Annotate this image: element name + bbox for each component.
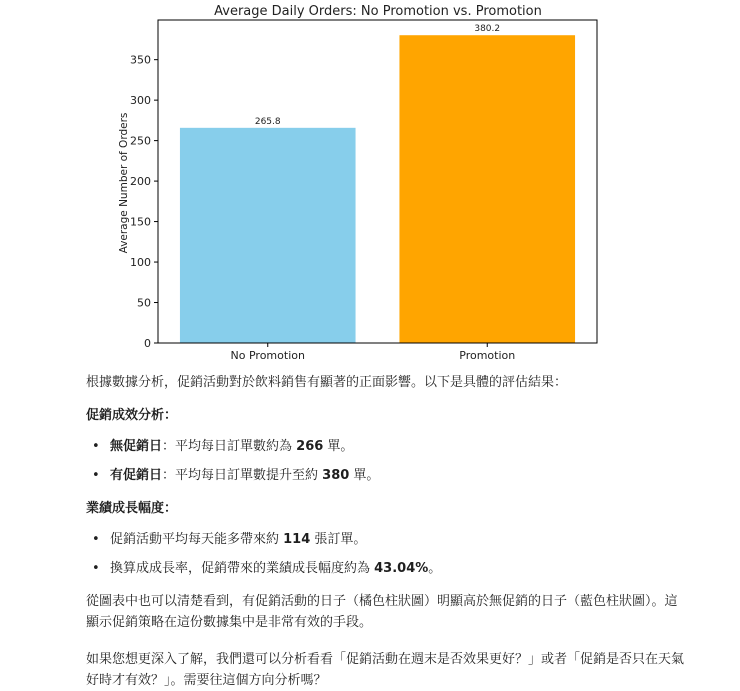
list-item [86,436,686,457]
item-label: 有促銷日 [110,468,163,483]
data-label: 380.2 [474,24,501,35]
item-text: ：平均每日訂單數約為 [162,439,297,454]
item-text: 。 [428,561,442,576]
item-text: ：平均每日訂單數提升至約 [162,468,323,483]
section-title-promo-effect: 促銷成效分析： [86,408,178,423]
y-tick-label: 250 [130,134,151,148]
y-tick-label: 0 [144,337,151,350]
y-tick-label: 200 [130,175,151,189]
growth-list [86,529,686,579]
bar [399,35,575,343]
item-value: 114 [283,532,311,547]
y-tick-label: 300 [130,94,151,108]
promo-effect-list [86,436,686,486]
item-text: 單。 [323,439,354,454]
analysis-text [86,372,686,691]
item-text: 單。 [349,468,380,483]
data-label: 265.8 [254,116,281,127]
x-tick-label: No Promotion [230,349,305,362]
intro-text: 根據數據分析，促銷活動對於飲料銷售有顯著的正面影響。以下是具體的評估結果： [86,375,568,390]
item-text: 換算成成長率，促銷帶來的業績成長幅度約為 [110,561,375,576]
bars-group [180,24,575,343]
bar [180,128,356,343]
y-tick-label: 350 [130,53,151,67]
item-label: 無促銷日 [110,439,163,454]
summary-paragraph: 從圖表中也可以清楚看到，有促銷活動的日子（橘色柱狀圖）明顯高於無促銷的日子（藍色柱狀圖）。這顯示促銷策略在這份數據集中是非常有效的手段。 [86,594,678,630]
y-axis-label: Average Number of Orders [118,112,130,254]
list-item [86,465,686,486]
x-axis-ticks [231,343,516,362]
followup-paragraph: 如果您想更深入了解，我們還可以分析看看「促銷活動在週末是否效果更好？」或者「促銷是否只在天氣好時才有效？」。需要往這個方向分析嗎？ [86,652,685,688]
list-item [86,529,686,550]
item-text: 張訂單。 [310,532,367,547]
y-tick-label: 150 [130,215,151,229]
chart-title: Average Daily Orders: No Promotion vs. Promotion [214,4,542,19]
y-tick-label: 100 [130,256,151,270]
section-title-growth: 業績成長幅度： [86,501,178,516]
list-item [86,558,686,579]
item-value: 380 [322,468,350,483]
item-value: 43.04% [374,561,429,576]
item-value: 266 [296,439,324,454]
x-tick-label: Promotion [459,349,516,362]
y-axis-ticks [130,54,158,350]
y-tick-label: 50 [137,296,151,310]
item-text: 促銷活動平均每天能多帶來約 [110,532,284,547]
